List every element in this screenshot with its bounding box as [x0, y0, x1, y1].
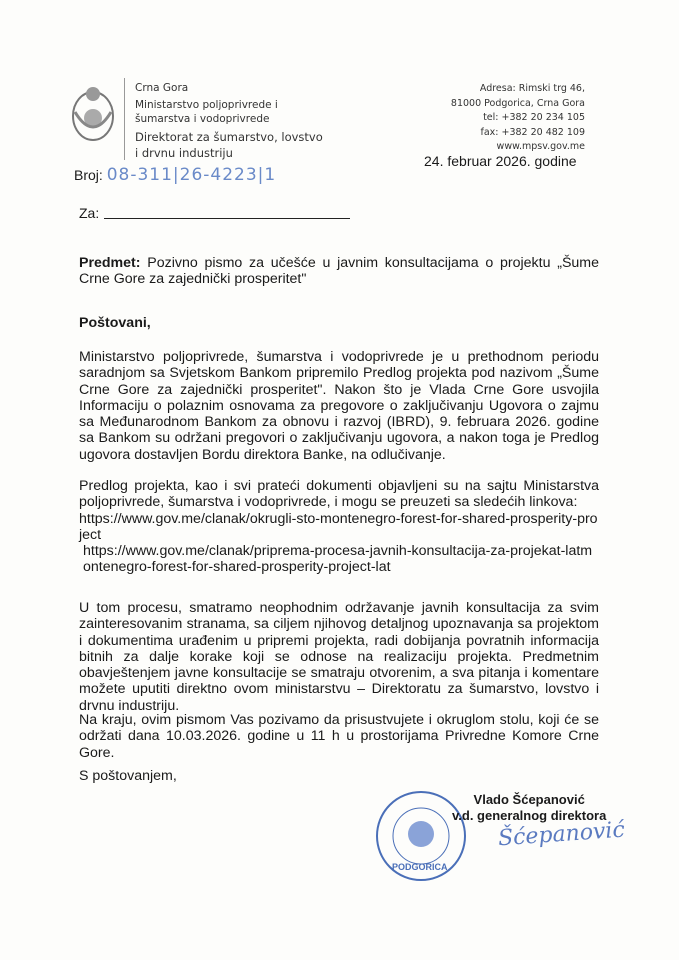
stamp-text: PODGORICA: [392, 862, 448, 872]
fax: fax: +382 20 482 109: [480, 126, 585, 138]
subject-text: Pozivno pismo za učešće u javnim konsultacijama o projektu „Šume Crne Gore za zajednički prosperitet": [79, 255, 600, 288]
paragraph-1: Ministarstvo poljoprivrede, šumarstva i vodoprivrede je u prethodnom periodu saradnjom sa Svjetskom Bankom pripremilo Predlog projekta pod nazivom „Šume Crne Gore za zajednički prosperitet". Nakon što je Vlada Crne Gore usvojila Informaciju o polaznim osnovama za pregovore o zaključivanju Ugovora o zajmu sa Međunarodnom Bankom za obnovu i razvoj (IBRD), 9. februara 2026. godine sa Bankom su održani pregovori o zaključivanju ugovora, a nakon toga je Predlog ugovora dostavljen Bordu direktora Banke, na odlučivanje.: [79, 349, 599, 463]
broj-value: 08-311|26-4223|1: [106, 165, 277, 185]
org-name: [135, 81, 323, 161]
directorate-line: i drvnu industriju: [135, 146, 233, 160]
closing: S poštovanjem,: [79, 768, 177, 784]
subject: [79, 255, 599, 288]
address-line: 81000 Podgorica, Crna Gora: [450, 97, 585, 109]
paragraph-2-text: Predlog projekta, kao i svi prateći dokumenti objavljeni su na sajtu Ministarstva poljoprivrede, šumarstva i vodoprivrede, i mogu se preuzeti sa sledećih linkova:: [79, 478, 599, 511]
paragraph-3: U tom procesu, smatramo neophodnim održavanje javnih konsultacija za svim zainteresovanim stranama, sa ciljem njihovog detaljnog upoznavanja sa projektom i dokumentima urađenim u pripremi projekta, radi dobijanja povratnih informacija bitnih za dalje korake koji se odnose na realizaciju projekta. Predmetnim obavještenjem javne konsultacije se smatraju otvorenim, a sva pitanja i komentare možete uputiti direktno ovom ministarstvu – Direktoratu za šumarstvo, lovstvo i drvnu industriju.: [79, 600, 599, 714]
website: www.mpsv.gov.me: [496, 141, 585, 152]
signer-title: v.d. generalnog direktora: [452, 808, 607, 823]
reference-number: [74, 165, 276, 185]
coat-of-arms-icon: [70, 82, 116, 148]
greeting: Poštovani,: [79, 315, 151, 331]
org-line: šumarstva i vodoprivrede: [135, 113, 270, 125]
link-2[interactable]: https://www.gov.me/clanak/priprema-procesa-javnih-konsultacija-za-projekat-latmontenegro-forest-for-shared-prosperity-project-lat: [83, 543, 593, 576]
broj-label: Broj:: [74, 167, 103, 183]
directorate-line: Direktorat za šumarstvo, lovstvo: [135, 130, 323, 144]
paragraph-2: [79, 478, 599, 576]
org-line: Ministarstvo poljoprivrede i: [135, 99, 278, 111]
signer-block: [452, 792, 606, 824]
signer-name: Vlado Šćepanović: [473, 792, 585, 807]
paragraph-4: Na kraju, ovim pismom Vas pozivamo da prisustvujete i okruglom stolu, koji će se održati dana 10.03.2026. godine u 11 h u prostorijama Privredne Komore Crne Gore.: [79, 712, 599, 761]
recipient-label: Za:: [79, 205, 100, 221]
link-1[interactable]: https://www.gov.me/clanak/okrugli-sto-montenegro-forest-for-shared-prosperity-project: [79, 510, 598, 543]
phone: tel: +382 20 234 105: [483, 112, 585, 123]
org-line: Crna Gora: [135, 82, 189, 94]
recipient-line: [104, 218, 350, 219]
letter-date: 24. februar 2026. godine: [424, 153, 577, 169]
address-block: [451, 82, 585, 155]
handwritten-signature: Šćepanović: [497, 817, 626, 852]
subject-label: Predmet:: [79, 255, 141, 271]
address-line: Adresa: Rimski trg 46,: [479, 83, 585, 94]
header-divider: [124, 78, 125, 160]
